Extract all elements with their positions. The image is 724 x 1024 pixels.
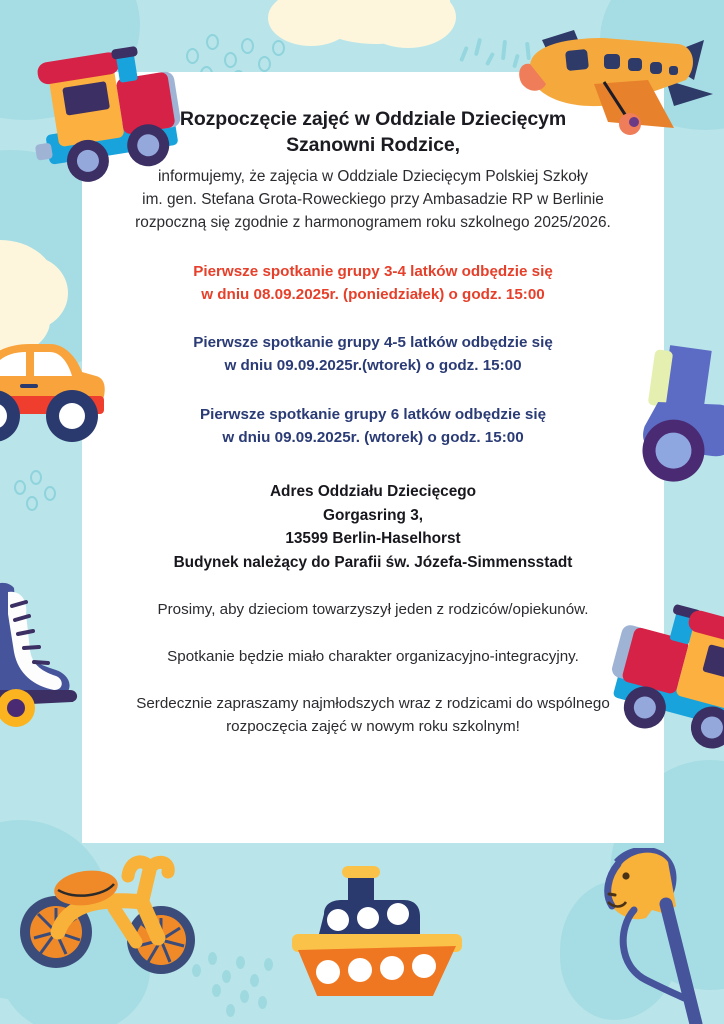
horse-nostril — [609, 894, 615, 895]
content-panel — [82, 72, 664, 843]
toy-hobby-horse-bottom-right — [584, 848, 724, 1024]
title-line-2: Szanowni Rodzice, — [286, 134, 460, 157]
plane-window — [604, 54, 620, 69]
poster-content — [82, 72, 664, 843]
plane-window — [628, 58, 642, 71]
boat-funnel-cap — [342, 866, 380, 878]
toy-bicycle-bottom-left — [18, 846, 203, 976]
note-line-2: rozpoczęcia zajęć w nowym roku szkolnym! — [226, 717, 520, 735]
boat-porthole — [412, 954, 436, 978]
meeting-line-1: Pierwsze spotkanie grupy 4-5 latków odbędzie się — [193, 334, 553, 352]
plane-window — [650, 62, 662, 74]
toy-roller-skate-left — [0, 578, 106, 728]
address-block — [106, 480, 640, 576]
address-city: 13599 Berlin-Haselhorst — [285, 530, 461, 548]
title-line-1: Rozpoczęcie zajęć w Oddziale Dziecięcym — [179, 108, 567, 130]
boat-cabin-porthole — [357, 907, 379, 929]
note-line: Prosimy, aby dzieciom towarzyszył jeden z rodziców/opiekunów. — [157, 601, 589, 619]
boat-porthole — [316, 960, 340, 984]
plane-wheel-hub — [629, 117, 639, 127]
bike-handlebar-grip — [150, 862, 168, 872]
boat-porthole — [380, 956, 404, 980]
intro-line-1: informujemy, że zajęcia w Oddziale Dziecięcym Polskiej Szkoły — [158, 167, 588, 185]
boat-cabin-porthole — [327, 909, 349, 931]
car-handle — [20, 384, 38, 388]
note-invitation — [106, 693, 640, 739]
note-line: Spotkanie będzie miało charakter organizacyjno-integracyjny. — [167, 647, 579, 665]
meeting-info-group-6 — [106, 404, 640, 450]
skate-lace — [34, 662, 48, 663]
skate-lace — [24, 647, 39, 648]
note-meeting-character — [106, 646, 640, 669]
bike-frame-down — [114, 908, 136, 942]
address-building: Budynek należący do Parafii św. Józefa-Simmensstadt — [173, 554, 573, 572]
meeting-line-2: w dniu 09.09.2025r. (wtorek) o godz. 15:00 — [222, 428, 524, 446]
horse-stick — [666, 904, 696, 1024]
address-street: Gorgasring 3, — [322, 506, 424, 524]
plane-window — [669, 66, 678, 75]
meeting-line-2: w dniu 08.09.2025r. (poniedziałek) o godz. 15:00 — [201, 285, 545, 303]
boat-porthole — [348, 958, 372, 982]
boat-cabin-porthole — [387, 903, 409, 925]
toy-car-left — [0, 332, 108, 448]
intro-line-3: rozpoczną się zgodnie z harmonogramem roku szkolnego 2025/2026. — [135, 214, 611, 232]
meeting-info-group-4-5 — [106, 332, 640, 378]
toy-airplane-top-right — [508, 18, 718, 158]
meeting-line-1: Pierwsze spotkanie grupy 6 latków odbędzie się — [199, 406, 547, 424]
toy-boat-bottom-center — [292, 856, 462, 996]
meeting-line-1: Pierwsze spotkanie grupy 3-4 latków odbędzie się — [193, 262, 553, 280]
plane-cockpit-window — [565, 49, 589, 71]
address-heading: Adres Oddziału Dziecięcego — [269, 482, 477, 500]
skate-wheel-hub — [7, 699, 25, 717]
note-line-1: Serdecznie zapraszamy najmłodszych wraz z rodzicami do wspólnego — [136, 694, 610, 712]
meeting-line-2: w dniu 09.09.2025r.(wtorek) o godz. 15:00 — [224, 357, 522, 375]
toy-train-top-left — [9, 14, 222, 202]
train-buffer — [35, 142, 53, 160]
intro-line-2: im. gen. Stefana Grota-Roweckiego przy Ambasadzie RP w Berlinie — [142, 191, 604, 209]
note-accompaniment — [106, 599, 640, 622]
car-wheel-hub — [59, 403, 85, 429]
horse-eye — [622, 872, 629, 879]
meeting-info-group-3-4 — [106, 261, 640, 307]
